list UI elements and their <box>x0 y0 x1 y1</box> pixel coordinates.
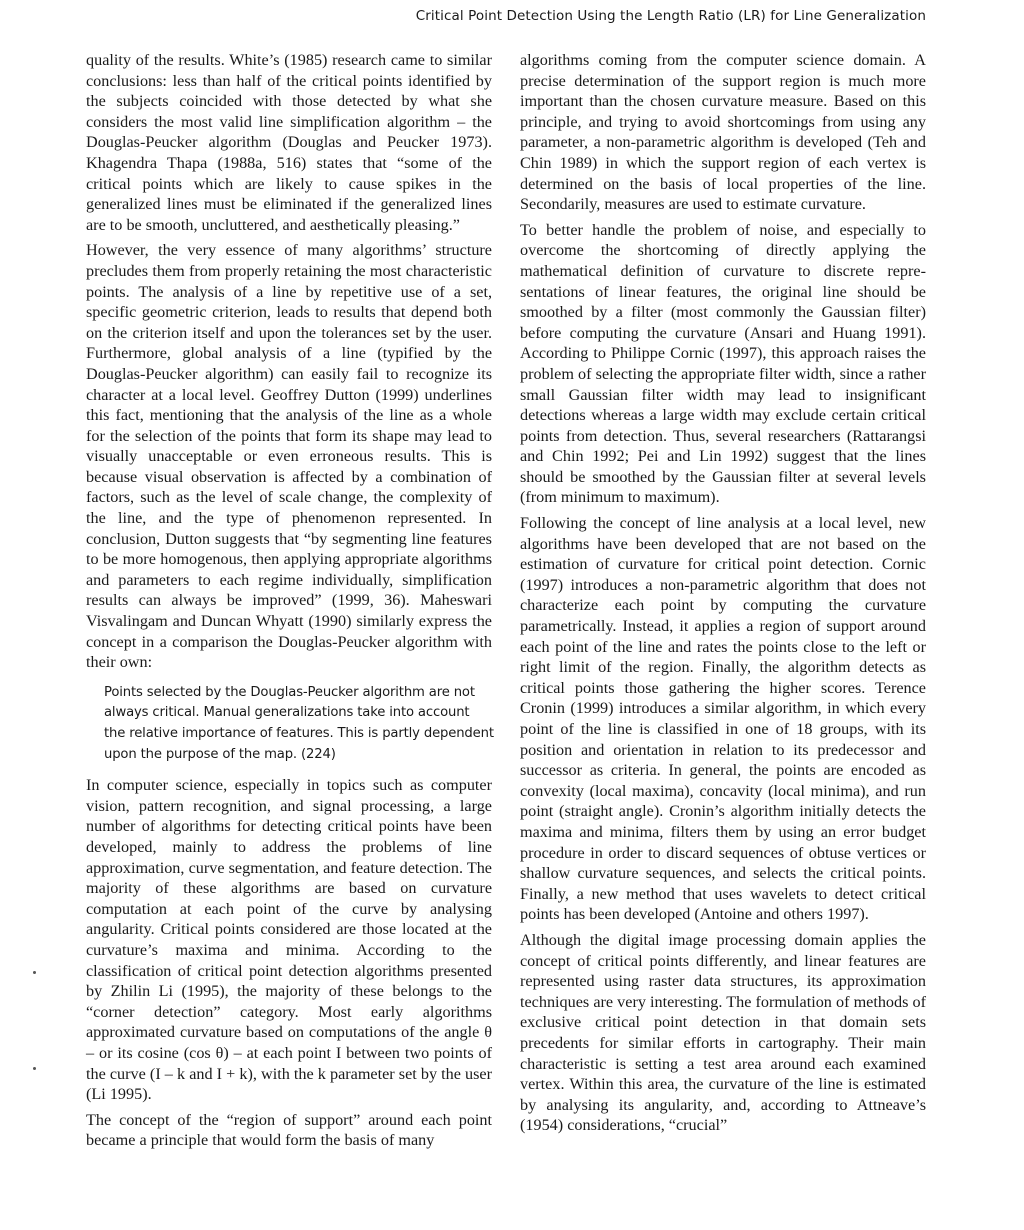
paragraph: The concept of the “region of support” around each point became a principle that would form the basis of many <box>86 1110 492 1150</box>
quote-line: always critical. Manual generalizations take into account <box>104 705 470 721</box>
scan-speck <box>33 971 36 974</box>
running-header: Critical Point Detection Using the Length Ratio (LR) for Line Generalization <box>415 8 926 24</box>
quote-line: the relative importance of features. This is partly dependent <box>104 726 494 741</box>
scan-speck <box>33 1067 36 1070</box>
paragraph: Although the digital image processing domain applies the concept of critical points differently, and linear features are represented using raster data structures, its approximation techniques are very interesting. The formulation of methods of exclusive critical point detection in that domain sets precedents for similar efforts in cartography. Their main characteristic is setting a test area around each examined vertex. Within this area, the curvature of the line is estimated by analysing its angularity, and, according to Attneave’s (1954) considerations, “crucial” <box>520 930 926 1135</box>
paragraph: Following the concept of line analysis at a local level, new algorithms have been developed that are not based on the estimation of curvature for critical point detection. Cornic (1997) introduces a non-parametric algorithm that does not characterize each point by computing the curvature parametrically. Instead, it applies a region of support around each point of the line and rates the points close to the left or right limit of the region. Finally, the algorithm detects as critical points those gathering the higher scores. Terence Cronin (1999) introduces a similar algorithm, in which every point of the line is classified in one of 18 groups, with its position and orientation in relation to its predecessor and successor as criteria. In general, the points are encoded as convexity (local maxima), concavity (local minima), and run point (straight angle). Cronin’s algorithm initially detects the maxima and minima, filters them by using an error budget procedure in order to discard sequences of obtuse vertices or shallow curvature sequences, and selects the critical points. Finally, a new method that uses wavelets to detect critical points has been developed (Antoine and others 1997). <box>520 514 926 924</box>
left-column <box>86 50 492 1156</box>
quote-line: upon the purpose of the map. (224) <box>104 746 336 762</box>
right-column <box>520 50 926 1141</box>
paragraph: In computer science, especially in topics such as computer vision, pattern recognition, and signal processing, a large number of algorithms for detecting critical points have been developed, mainly to address the problems of line approximation, curve segmentation, and feature detection. The majority of these algorithms are based on curvature computation at each point of the curve by analysing angularity. Critical points considered are those located at the curvature’s maxima and minima. According to the classification of critical point detection algorithms presented by Zhilin Li (1995), the majority of these belongs to the “corner detection” category. Most early algorithms approximated curvature based on computations of the angle θ – or its cosine (cos θ) – at each point I between two points of the curve (I – k and I + k), with the k parameter set by the user (Li 1995). <box>86 776 492 1104</box>
paragraph: However, the very essence of many algorithms’ structure precludes them from properly retaining the most characteristic points. The analysis of a line by repetitive use of a set, specific geometric criterion, leads to results that depend both on the criterion itself and upon the tolerances set by the user. Furthermore, global analysis of a line (typified by the Douglas-Peucker algorithm) can easily fail to recognize its character at a local level. Geoffrey Dutton (1999) underlines this fact, mentioning that the analysis of the line as a whole for the selection of the points that form its shape may lead to visually unacceptable or even erroneous results. This is because visual observation is affected by a combination of factors, such as the level of scale change, the complexity of the line, and the type of phenomenon represented. In conclusion, Dutton suggests that “by segmenting line features to be more homogenous, then applying appropriate algorithms and parameters to each regime individually, simplification results can always be improved” (1999, 36). Maheswari Visvalingam and Duncan Whyatt (1990) similarly express the concept in a comparison the Douglas-Peucker algorithm with their own: <box>86 241 492 672</box>
block-quote <box>104 683 494 765</box>
paragraph: quality of the results. White’s (1985) research came to similar conclusions: less than half of the critical points identified by the subjects coincided with those detected by what she considers the most valid line simplification algorithm – the Douglas-Peucker algorithm (Douglas and Peucker 1973). Khagendra Thapa (1988a, 516) states that “some of the critical points which are likely to cause spikes in the generalized lines must be eliminated if the generalized lines are to be smooth, uncluttered, and aesthetically pleasing.” <box>86 51 492 234</box>
paragraph: algorithms coming from the computer science domain. A precise determination of the support region is much more important than the chosen curvature measure. Based on this principle, and trying to avoid shortcomings from using any parameter, a non-parametric algorithm is developed (Teh and Chin 1989) in which the support region of each vertex is determined on the basis of local properties of the line. Secondarily, measures are used to estimate curvature. <box>520 51 926 214</box>
paragraph: To better handle the problem of noise, and especially to overcome the shortcoming of directly applying the mathematical definition of curvature to discrete representations of linear features, the original line should be smoothed by a filter (most commonly the Gaussian filter) before computing the curvature (Ansari and Huang 1991). According to Philippe Cornic (1997), this approach raises the problem of selecting the appropriate filter width, since a rather small Gaussian filter width may lead to insignificant detections whereas a large width may exclude certain critical points from detection. Thus, several researchers (Rattarangsi and Chin 1992; Pei and Lin 1992) suggest that the lines should be smoothed by the Gaussian filter at several levels (from minimum to maximum). <box>520 220 926 507</box>
quote-line: Points selected by the Douglas-Peucker algorithm are not <box>104 684 475 700</box>
